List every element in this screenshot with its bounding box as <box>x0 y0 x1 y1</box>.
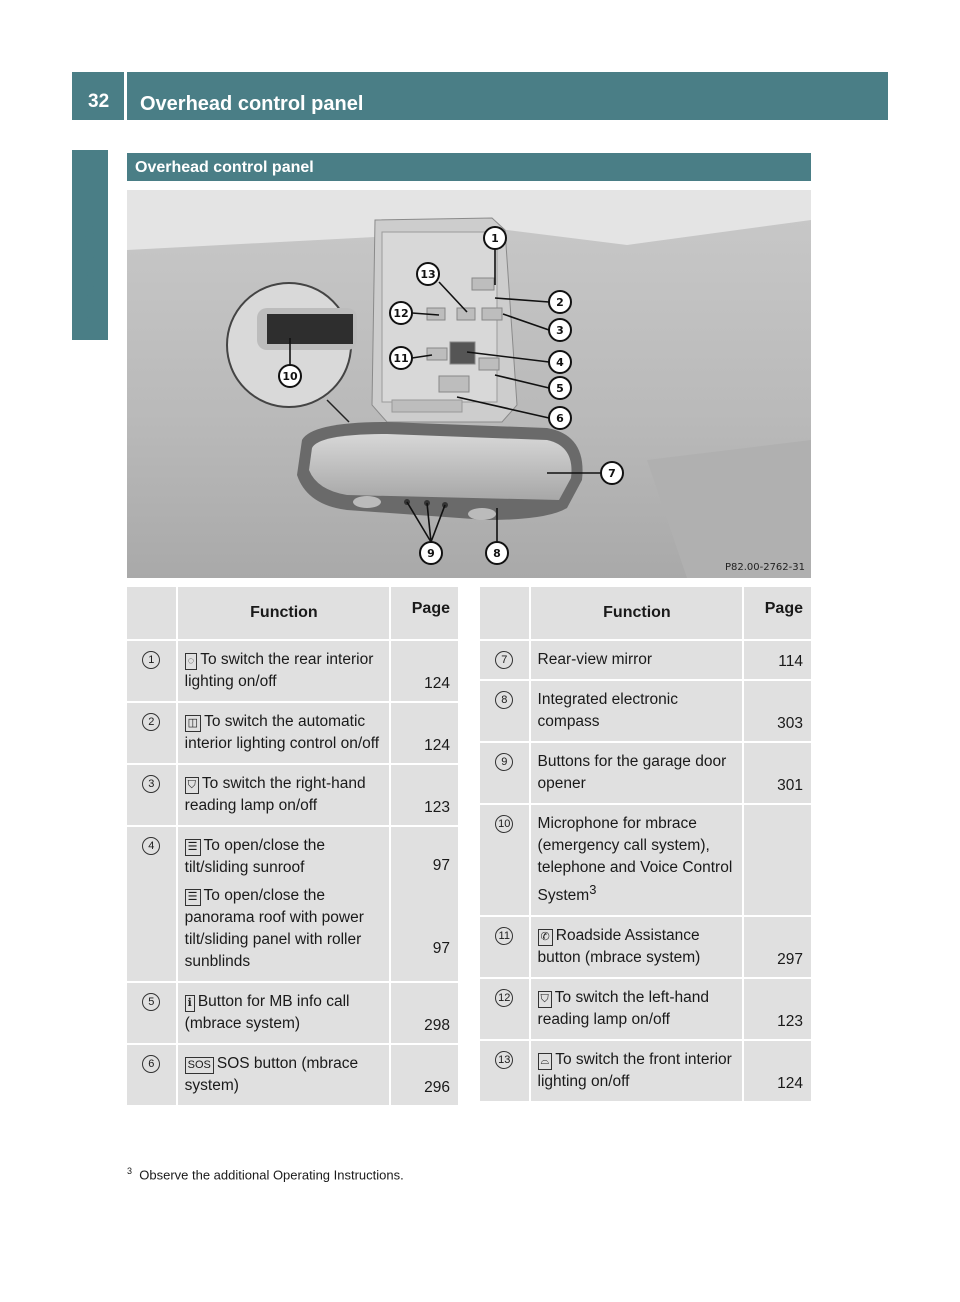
page-ref: 298 <box>391 981 458 1043</box>
item-number: 2 <box>142 713 160 731</box>
side-tab-label: At a glance <box>78 216 101 324</box>
item-number: 10 <box>495 815 513 833</box>
page-ref: 124 <box>391 639 458 701</box>
item-number: 6 <box>142 1055 160 1073</box>
figure-code: P82.00-2762-31 <box>724 562 805 573</box>
overhead-panel-figure <box>127 190 811 578</box>
item-number: 12 <box>495 989 513 1007</box>
sunroof-icon: ☰ <box>185 839 201 856</box>
table-row <box>127 701 458 763</box>
item-number: 8 <box>495 691 513 709</box>
callout-6 <box>549 407 571 429</box>
item-number: 3 <box>142 775 160 793</box>
function-text: Integrated electronic compass <box>531 679 745 741</box>
item-number: 7 <box>495 651 513 669</box>
function-text: To switch the right-hand reading lamp on/off <box>184 775 366 814</box>
col-page-header: Page <box>391 587 458 639</box>
left-function-table <box>127 587 458 1105</box>
col-num-header <box>480 587 531 639</box>
function-text: SOS button (mbrace system) <box>184 1055 359 1094</box>
item-number: 11 <box>495 927 513 945</box>
reading-lamp-icon: ⛉ <box>185 777 199 794</box>
svg-text:2: 2 <box>556 296 564 309</box>
right-function-table <box>480 587 811 1101</box>
svg-text:4: 4 <box>556 356 564 369</box>
item-number: 9 <box>495 753 513 771</box>
item-number: 1 <box>142 651 160 669</box>
page-ref: 296 <box>391 1043 458 1105</box>
page-ref-2: 97 <box>432 940 450 957</box>
page-ref: 301 <box>744 741 811 803</box>
svg-text:11: 11 <box>393 352 409 365</box>
page-ref: 303 <box>744 679 811 741</box>
page-number: 32 <box>88 91 110 112</box>
function-text: To switch the rear interior lighting on/off <box>184 651 374 690</box>
table-row <box>480 977 811 1039</box>
table-row <box>480 803 811 915</box>
item-number: 4 <box>142 837 160 855</box>
page-header <box>72 72 888 120</box>
callout-2 <box>549 291 571 313</box>
page-ref: 124 <box>744 1039 811 1101</box>
table-row <box>480 915 811 977</box>
front-light-icon: ⌓ <box>538 1053 553 1070</box>
col-page-header: Page <box>744 587 811 639</box>
item-number: 13 <box>495 1051 513 1069</box>
svg-text:3: 3 <box>556 324 564 337</box>
callout-7 <box>601 462 623 484</box>
table-row <box>480 639 811 679</box>
function-text: Roadside Assistance button (mbrace system) <box>537 927 701 967</box>
callout-1 <box>484 227 506 249</box>
function-text: To switch the front interior lighting on/off <box>537 1051 732 1091</box>
function-text: Button for MB info call (mbrace system) <box>184 993 350 1032</box>
svg-text:6: 6 <box>556 412 564 425</box>
callout-13 <box>417 263 439 285</box>
table-row <box>127 1043 458 1105</box>
sos-icon: SOS <box>185 1057 214 1074</box>
function-text: To switch the automatic interior lighting control on/off <box>184 713 380 752</box>
table-row <box>480 679 811 741</box>
col-function-header: Function <box>531 587 745 639</box>
section-bar <box>127 153 811 181</box>
table-row <box>127 825 458 981</box>
footnote <box>127 1166 404 1182</box>
page-ref: 97 <box>432 857 450 874</box>
roadside-icon: ✆ <box>538 929 553 946</box>
col-function-header: Function <box>178 587 392 639</box>
info-call-icon: ℹ <box>185 995 195 1012</box>
function-text: Microphone for mbrace (emergency call system), telephone and Voice Control System <box>537 815 733 905</box>
header-title: Overhead control panel <box>140 93 364 115</box>
svg-text:9: 9 <box>427 547 435 560</box>
col-num-header <box>127 587 178 639</box>
function-text: To switch the left-hand reading lamp on/off <box>537 989 710 1029</box>
table-row <box>480 741 811 803</box>
header-divider <box>124 72 127 120</box>
rear-light-icon: ◌ <box>185 653 198 670</box>
svg-text:13: 13 <box>420 268 436 281</box>
auto-light-icon: ◫ <box>185 715 201 732</box>
callout-12 <box>390 302 412 324</box>
reading-lamp-icon: ⛉ <box>538 991 552 1008</box>
page-ref: 124 <box>391 701 458 763</box>
sunroof-icon: ☰ <box>185 889 201 906</box>
footnote-text: Observe the additional Operating Instructions. <box>139 1167 404 1183</box>
svg-text:10: 10 <box>282 370 298 383</box>
table-row <box>127 639 458 701</box>
page-ref: 297 <box>744 915 811 977</box>
callout-3 <box>549 319 571 341</box>
section-title: Overhead control panel <box>135 159 314 176</box>
table-row <box>127 981 458 1043</box>
callout-8 <box>486 542 508 564</box>
svg-text:1: 1 <box>491 232 499 245</box>
table-row <box>480 1039 811 1101</box>
callout-11 <box>390 347 412 369</box>
footnote-mark: 3 <box>589 882 597 897</box>
callout-4 <box>549 351 571 373</box>
page-ref: 114 <box>744 639 811 679</box>
svg-text:5: 5 <box>556 382 564 395</box>
svg-text:8: 8 <box>493 547 501 560</box>
function-text: To open/close the tilt/sliding sunroof <box>184 837 326 876</box>
function-text: Rear-view mirror <box>531 639 745 679</box>
page-ref: 123 <box>391 763 458 825</box>
function-text: Buttons for the garage door opener <box>531 741 745 803</box>
table-row <box>127 763 458 825</box>
footnote-number: 3 <box>127 1166 133 1176</box>
callout-10 <box>279 365 301 387</box>
page-ref <box>744 803 811 915</box>
callout-5 <box>549 377 571 399</box>
svg-text:7: 7 <box>608 467 616 480</box>
page-ref: 123 <box>744 977 811 1039</box>
svg-text:12: 12 <box>393 307 409 320</box>
callout-9 <box>420 542 442 564</box>
item-number: 5 <box>142 993 160 1011</box>
function-text-2: To open/close the panorama roof with power tilt/sliding panel with roller sunblinds <box>184 887 364 970</box>
